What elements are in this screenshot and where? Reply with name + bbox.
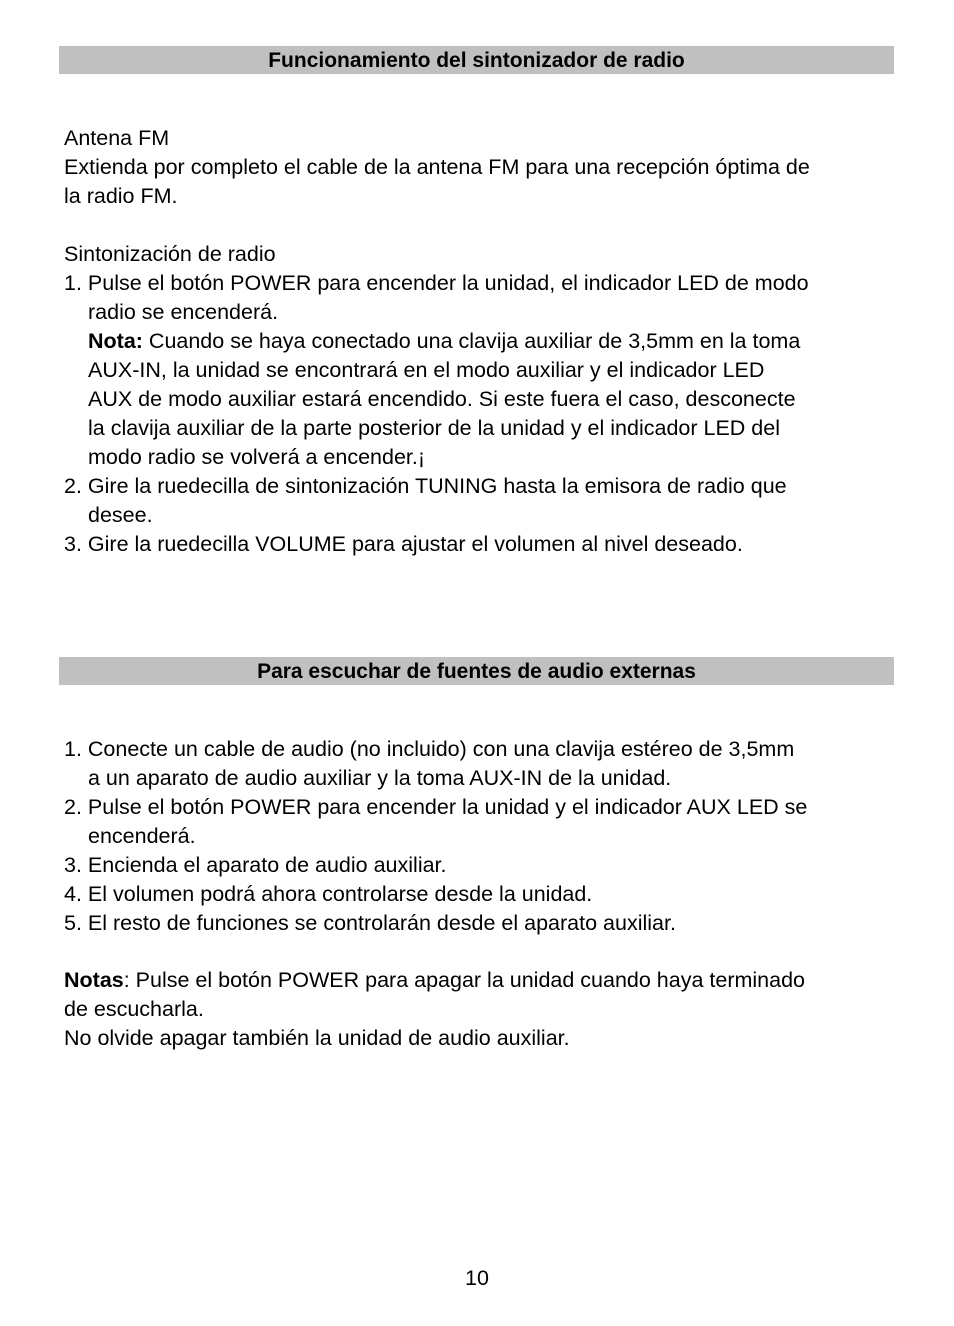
tuning-section [64, 240, 904, 559]
section-heading-radio-tuner: Funcionamiento del sintonizador de radio [59, 46, 894, 74]
tuning-step-1-cont: radio se encenderá. [88, 300, 279, 324]
aux-step-1-cont: a un aparato de audio auxiliar y la toma AUX-IN de la unidad. [88, 766, 672, 790]
aux-step-2-cont: encenderá. [88, 824, 196, 848]
tuning-note-line: AUX-IN, la unidad se encontrará en el modo auxiliar y el indicador LED [88, 358, 765, 382]
antenna-heading: Antena FM [64, 126, 170, 150]
aux-step-1: 1. Conecte un cable de audio (no incluido) con una clavija estéreo de 3,5mm [64, 737, 795, 761]
tuning-step-3: 3. Gire la ruedecilla VOLUME para ajustar el volumen al nivel deseado. [64, 532, 743, 556]
aux-step-3: 3. Encienda el aparato de audio auxiliar. [64, 853, 447, 877]
note-label: Nota: [88, 329, 143, 353]
notes-label: Notas [64, 968, 124, 992]
tuning-note [64, 327, 904, 356]
section-heading-external-audio: Para escuchar de fuentes de audio externas [59, 657, 894, 685]
notes-line [64, 966, 904, 995]
external-audio-steps [64, 735, 904, 938]
aux-step-2: 2. Pulse el botón POWER para encender la unidad y el indicador AUX LED se [64, 795, 808, 819]
aux-step-4: 4. El volumen podrá ahora controlarse desde la unidad. [64, 882, 593, 906]
notes-line: de escucharla. [64, 997, 204, 1021]
external-audio-notes [64, 966, 904, 1053]
antenna-text-line: la radio FM. [64, 184, 178, 208]
note-text: Cuando se haya conectado una clavija auxiliar de 3,5mm en la toma [142, 329, 801, 353]
tuning-note-line: la clavija auxiliar de la parte posterior de la unidad y el indicador LED del [88, 416, 780, 440]
tuning-step-1: 1. Pulse el botón POWER para encender la unidad, el indicador LED de modo [64, 271, 809, 295]
antenna-text-line: Extienda por completo el cable de la antena FM para una recepción óptima de [64, 155, 810, 179]
tuning-step-2: 2. Gire la ruedecilla de sintonización TUNING hasta la emisora de radio que [64, 474, 787, 498]
page-number: 10 [465, 1266, 489, 1290]
tuning-step-2-cont: desee. [88, 503, 153, 527]
tuning-heading: Sintonización de radio [64, 242, 276, 266]
tuning-note-line: AUX de modo auxiliar estará encendido. Si este fuera el caso, desconecte [88, 387, 796, 411]
antenna-section [64, 124, 904, 211]
tuning-note-line: modo radio se volverá a encender.¡ [88, 445, 426, 469]
aux-step-5: 5. El resto de funciones se controlarán desde el aparato auxiliar. [64, 911, 676, 935]
notes-line: No olvide apagar también la unidad de audio auxiliar. [64, 1026, 570, 1050]
notes-text: : Pulse el botón POWER para apagar la unidad cuando haya terminado [123, 968, 805, 992]
